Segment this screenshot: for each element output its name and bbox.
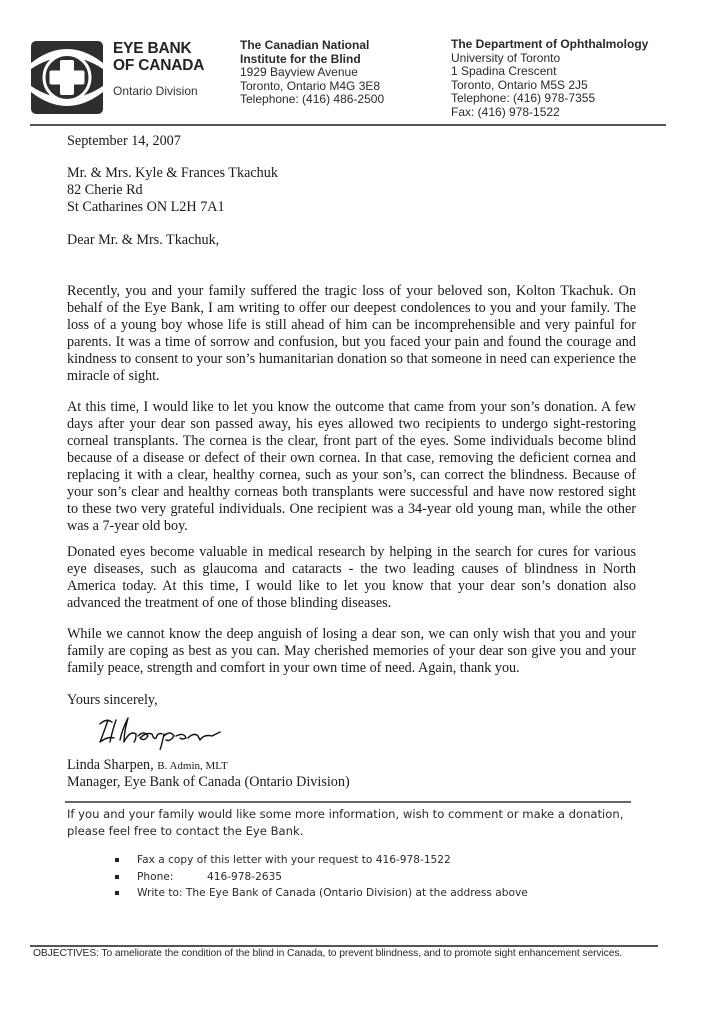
contact-option-fax <box>112 852 528 869</box>
footer-divider <box>30 945 658 947</box>
signer-title: Manager, Eye Bank of Canada (Ontario Division) <box>67 774 350 790</box>
bullet-icon <box>115 858 119 862</box>
contact-divider <box>65 801 631 803</box>
ophthalmology-fax: Fax: (416) 978-1522 <box>451 104 560 119</box>
signer-credentials: B. Admin, MLT <box>157 760 228 772</box>
contact-option-phone-label: Phone: <box>137 870 174 883</box>
signer-name-line <box>67 757 636 775</box>
org-division: Ontario Division <box>113 84 198 98</box>
eye-with-cross-icon <box>31 41 103 114</box>
letterhead-divider <box>30 124 666 126</box>
ophthalmology-address-block <box>451 38 648 119</box>
eye-bank-logo <box>31 41 103 114</box>
ophthalmology-city: Toronto, Ontario M5S 2J5 <box>451 77 588 92</box>
handwritten-signature <box>94 710 224 750</box>
bullet-icon <box>115 891 119 895</box>
objectives-statement: OBJECTIVES: To ameliorate the condition of the blind in Canada, to prevent blindness, and to promote sight enhancement services. <box>33 948 623 959</box>
org-name-line2: OF CANADA <box>113 57 205 74</box>
ophthalmology-street: 1 Spadina Crescent <box>451 64 557 78</box>
bullet-icon <box>115 875 119 879</box>
cnib-name-line2: Institute for the Blind <box>240 51 361 66</box>
contact-options-list <box>112 852 528 902</box>
cnib-street: 1929 Bayview Avenue <box>240 65 358 79</box>
cnib-telephone: Telephone: (416) 486-2500 <box>240 92 385 106</box>
letter-date: September 14, 2007 <box>67 133 181 149</box>
recipient-address <box>67 165 636 216</box>
cnib-address-block <box>240 39 384 107</box>
signer-name: Linda Sharpen, <box>67 757 154 773</box>
contact-option-phone-number: 416-978-2635 <box>207 870 283 883</box>
recipient-street: 82 Cherie Rd <box>67 182 143 198</box>
paragraph-transplant-outcome: At this time, I would like to let you know the outcome that came from your son’s donation. A few days after your dear son passed away, his eyes allowed two recipients to undergo sight-restoring corneal transplants. The cornea is the clear, front part of the eyes. Some individuals become blind because of a disease or defect of their own cornea. In that case, removing the deficient cornea and replacing it with a clear, healthy cornea, such as your son’s, can correct the blindness. Because of your son’s clear and healthy corneas both transplants were successful and have now restored sight to these two very grateful individuals. One recipient was a 34-year old young man, while the other was a 7-year old boy. <box>67 399 636 534</box>
paragraph-research: Donated eyes become valuable in medical research by helping in the search for cures for various eye diseases, such as glaucoma and cataracts - the two leading causes of blindness in North America today. At this time, I would like to let you know that your dear son’s donation also advanced the treatment of one of those blinding diseases. <box>67 544 636 611</box>
paragraph-closing-wishes: While we cannot know the deep anguish of losing a dear son, we can only wish that you and your family are coping as best as you can. May cherished memories of your dear son give you and your family peace, strength and comfort in your own time of need. Again, thank you. <box>67 626 636 676</box>
paragraph-condolences: Recently, you and your family suffered the tragic loss of your beloved son, Kolton Tkachuk. On behalf of the Eye Bank, I am writing to offer our deepest condolences to you and your family. The loss of a young boy whose life is still ahead of him can be incomprehensible and very painful for parents. It was a time of sorrow and confusion, but you faced your pain and found the courage and kindness to consent to your son’s humanitarian donation so that someone in need can experience the miracle of sight. <box>67 283 636 384</box>
complimentary-close: Yours sincerely, <box>67 692 158 708</box>
contact-option-phone <box>112 869 528 886</box>
cnib-name-line1: The Canadian National <box>240 38 370 52</box>
contact-option-mail-label: Write to: The Eye Bank of Canada (Ontario Division) at the address above <box>137 887 528 899</box>
contact-intro: If you and your family would like some more information, wish to comment or make a donation, please feel free to contact the Eye Bank. <box>67 807 624 838</box>
recipient-city: St Catharines ON L2H 7A1 <box>67 199 225 215</box>
cnib-city: Toronto, Ontario M4G 3E8 <box>240 78 381 93</box>
salutation: Dear Mr. & Mrs. Tkachuk, <box>67 232 220 248</box>
recipient-name: Mr. & Mrs. Kyle & Frances Tkachuk <box>67 165 278 181</box>
org-name-line1: EYE BANK <box>113 40 192 57</box>
contact-option-fax-label: Fax a copy of this letter with your request to 416-978-1522 <box>137 854 451 866</box>
ophthalmology-university: University of Toronto <box>451 50 561 65</box>
contact-option-mail <box>112 885 528 902</box>
ophthalmology-name: The Department of Ophthalmology <box>451 37 649 51</box>
org-name <box>113 40 204 74</box>
ophthalmology-telephone: Telephone: (416) 978-7355 <box>451 91 596 105</box>
